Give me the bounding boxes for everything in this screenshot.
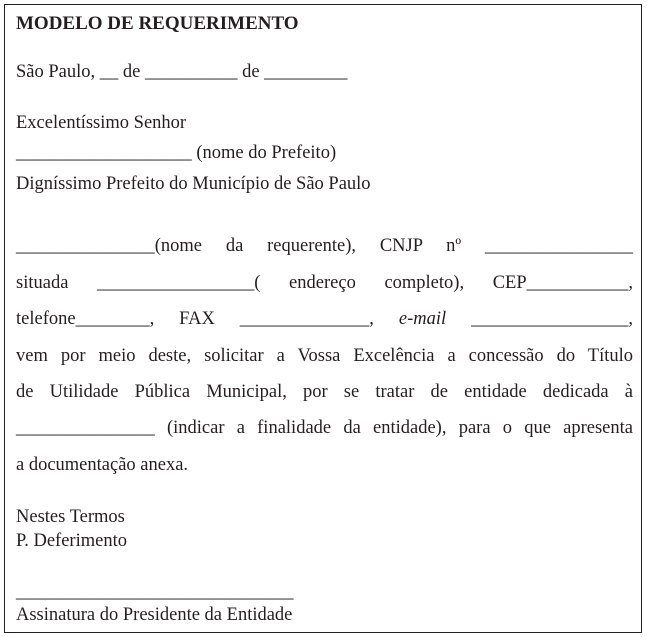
- mayor-name-line: ___________________ (nome do Prefeito): [16, 143, 337, 163]
- body-line-3: [16, 308, 633, 330]
- document-title: MODELO DE REQUERIMENTO: [16, 13, 299, 34]
- body-line-2: situada _________________( endereço completo), CEP___________,: [16, 273, 633, 293]
- salutation: Excelentíssimo Senhor: [16, 113, 187, 133]
- closing-deferimento: P. Deferimento: [16, 531, 127, 551]
- body-line-1: _______________(nome da requerente), CNJP nº ________________: [16, 236, 633, 256]
- date-line: São Paulo, __ de __________ de _________: [16, 62, 348, 82]
- body-line-3-suffix: _________________,: [446, 309, 634, 329]
- body-line-6: _______________ (indicar a finalidade da entidade), para o que apresenta: [16, 418, 633, 438]
- body-line-4: vem por meio deste, solicitar a Vossa Excelência a concessão do Título: [16, 346, 633, 366]
- mayor-title: Digníssimo Prefeito do Município de São Paulo: [16, 174, 371, 194]
- closing-nestes-termos: Nestes Termos: [16, 507, 125, 527]
- email-label: e-mail: [398, 309, 447, 329]
- body-line-5: de Utilidade Pública Municipal, por se tratar de entidade dedicada à: [16, 382, 633, 402]
- body-line-3-prefix: telefone________, FAX ______________,: [16, 309, 399, 329]
- body-line-7: a documentação anexa.: [16, 455, 189, 475]
- signature-line: ______________________________: [16, 582, 294, 602]
- signature-label: Assinatura do Presidente da Entidade: [16, 605, 293, 625]
